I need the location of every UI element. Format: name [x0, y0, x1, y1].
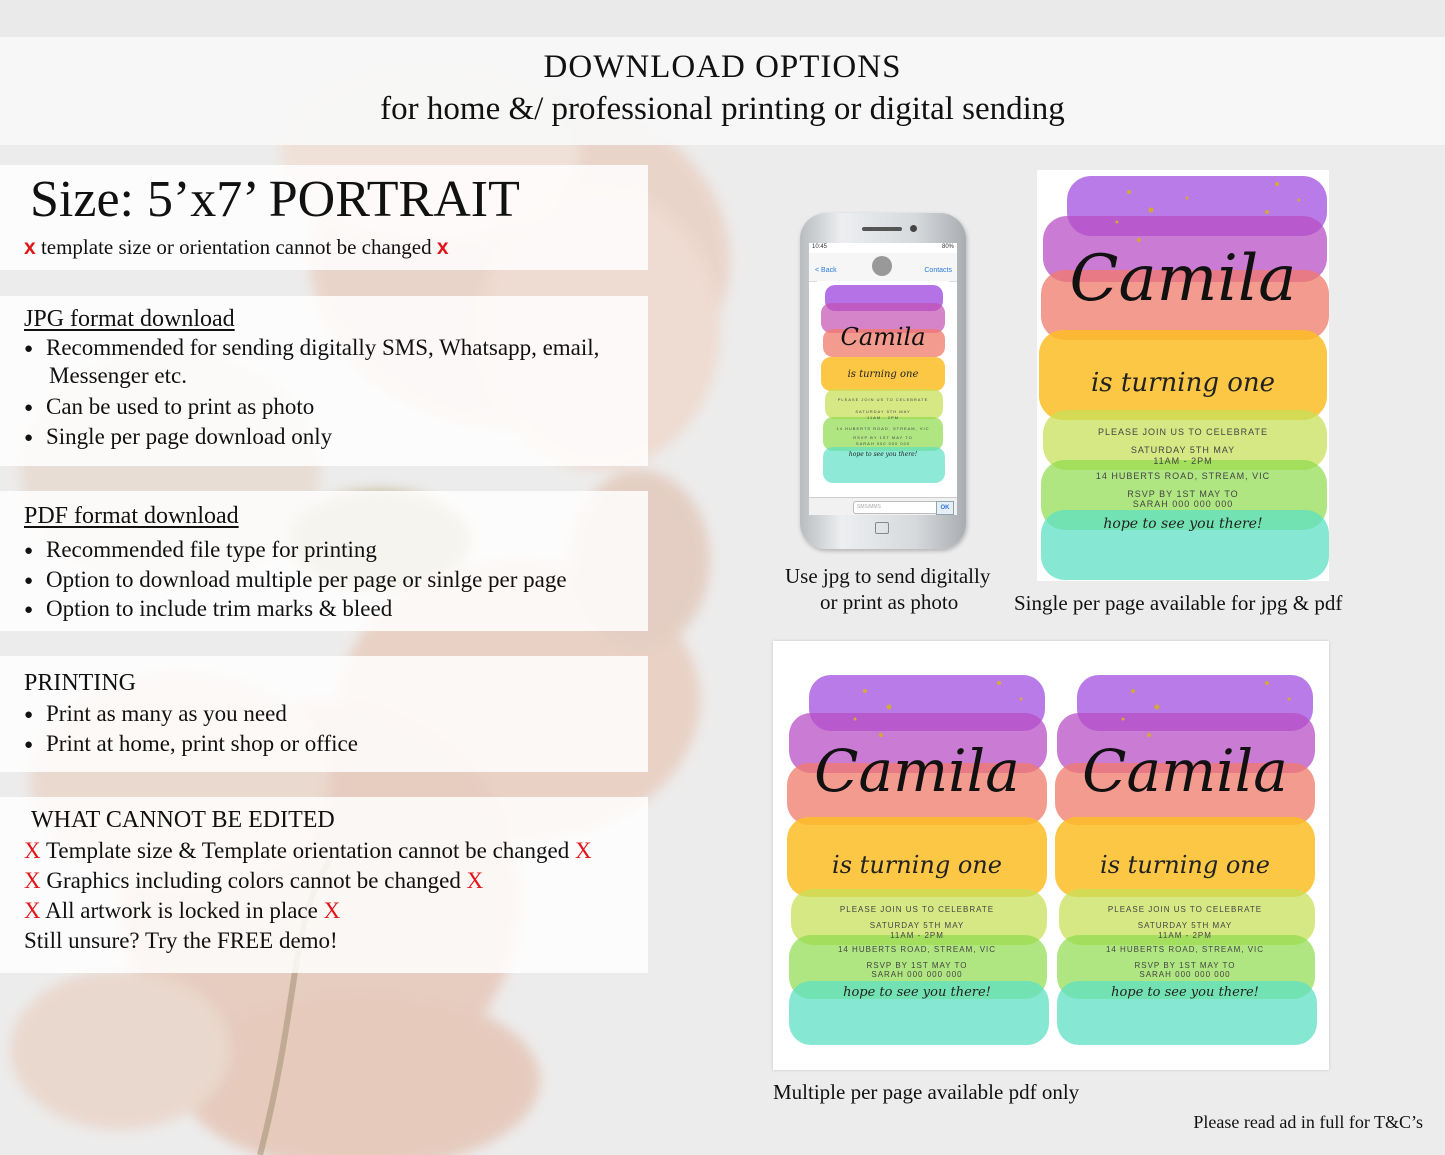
bullet-icon: ● — [24, 430, 34, 446]
list-item: ● Print as many as you need — [24, 699, 287, 730]
home-button-icon — [875, 522, 889, 534]
top-stripe — [0, 0, 1445, 37]
list-item: X Graphics including colors cannot be changed X — [24, 868, 484, 893]
invite-rsvp: RSVP BY 1ST MAY TO — [866, 961, 968, 970]
invite-time: 11AM - 2PM — [1153, 456, 1213, 466]
invite-date: SATURDAY 5TH MAY — [855, 409, 911, 414]
jpg-panel — [0, 296, 648, 466]
multi-invitation-right — [1053, 671, 1317, 1045]
pdf-panel — [0, 491, 648, 631]
page-title: DOWNLOAD OPTIONS — [543, 49, 902, 85]
invite-rsvp-contact: SARAH 000 000 000 — [871, 970, 963, 979]
phone-status-bar — [809, 243, 957, 253]
invite-signoff: hope to see you there! — [848, 451, 918, 458]
list-item: X All artwork is locked in place X — [24, 898, 341, 923]
invite-name: Camila — [1082, 737, 1288, 805]
list-item: ● Option to include trim marks & bleed — [24, 594, 392, 625]
multi-page-sheet — [773, 641, 1329, 1070]
red-x-icon: X — [24, 868, 41, 893]
invite-signoff: hope to see you there! — [1111, 985, 1259, 1000]
invite-name: Camila — [1069, 242, 1297, 316]
cannot-edit-title: WHAT CANNOT BE EDITED — [31, 807, 335, 833]
invite-join: PLEASE JOIN US TO CELEBRATE — [1097, 427, 1269, 437]
printing-panel — [0, 656, 648, 772]
invite-time: 11AM - 2PM — [867, 415, 899, 420]
invite-subtitle: is turning one — [1100, 851, 1270, 879]
contact-avatar-icon — [872, 256, 892, 276]
back-link[interactable]: < Back — [815, 267, 837, 274]
size-note-text: template size or orientation cannot be changed — [40, 235, 432, 259]
invite-subtitle: is turning one — [832, 851, 1002, 879]
watercolor-stripes-graphic — [817, 281, 949, 493]
invite-join: PLEASE JOIN US TO CELEBRATE — [1107, 905, 1263, 914]
bullet-icon: ● — [24, 707, 34, 723]
bullet-icon: ● — [24, 543, 34, 559]
invite-subtitle: is turning one — [847, 369, 919, 380]
invite-rsvp-contact: SARAH 000 000 000 — [1139, 970, 1231, 979]
invite-address: 14 HUBERTS ROAD, STREAM, VIC — [1105, 945, 1265, 954]
invite-address: 14 HUBERTS ROAD, STREAM, VIC — [836, 426, 930, 431]
sms-input[interactable]: SMS/MMS — [853, 501, 938, 514]
status-time: 10:45 — [812, 244, 828, 250]
list-item: X Template size & Template orientation cannot be changed X — [24, 838, 592, 863]
invite-date: SATURDAY 5TH MAY — [869, 921, 965, 930]
red-x-icon: X — [323, 898, 341, 923]
list-item: ● Print at home, print shop or office — [24, 729, 358, 760]
red-x-icon: X — [24, 838, 41, 863]
single-invitation — [1037, 170, 1329, 581]
pdf-title: PDF format download — [24, 503, 239, 529]
invite-address: 14 HUBERTS ROAD, STREAM, VIC — [1095, 471, 1271, 481]
status-battery: 80% — [941, 244, 954, 250]
cannot-edit-panel — [0, 797, 648, 973]
list-item-continuation: Messenger etc. — [49, 363, 187, 388]
invite-rsvp: RSVP BY 1ST MAY TO — [1134, 961, 1236, 970]
phone-speaker — [862, 227, 902, 231]
invite-date: SATURDAY 5TH MAY — [1130, 445, 1236, 455]
invite-name: Camila — [814, 737, 1020, 805]
page-subtitle: for home &/ professional printing or digital sending — [380, 91, 1065, 127]
invite-join: PLEASE JOIN US TO CELEBRATE — [839, 905, 995, 914]
sms-input-bar — [809, 497, 957, 515]
phone-screen — [809, 243, 957, 515]
list-item: ● Can be used to print as photo — [24, 392, 314, 423]
red-x-icon: X — [574, 838, 592, 863]
bullet-icon: ● — [24, 341, 34, 357]
red-x-icon: X — [466, 868, 484, 893]
phone-caption-line-1: Use jpg to send digitally — [785, 564, 991, 588]
invite-rsvp-contact: SARAH 000 000 000 — [1132, 499, 1234, 509]
list-item: ● Single per page download only — [24, 422, 332, 453]
size-note — [24, 235, 449, 260]
phone-invitation-preview — [817, 281, 949, 493]
red-x-icon: X — [24, 898, 41, 923]
phone-home-buttons — [800, 519, 966, 537]
jpg-title: JPG format download — [24, 306, 235, 332]
footer-note: Please read ad in full for T&C’s — [1193, 1112, 1423, 1132]
red-x-icon: x — [436, 236, 449, 259]
invite-date: SATURDAY 5TH MAY — [1137, 921, 1233, 930]
invite-address: 14 HUBERTS ROAD, STREAM, VIC — [837, 945, 997, 954]
bullet-icon: ● — [24, 737, 34, 753]
list-item: ● Recommended for sending digitally SMS, Whatsapp, email, — [24, 333, 599, 364]
invite-rsvp-contact: SARAH 000 000 000 — [855, 441, 911, 446]
multi-invitation-left — [785, 671, 1049, 1045]
multiple-caption: Multiple per page available pdf only — [773, 1080, 1080, 1104]
invite-signoff: hope to see you there! — [843, 985, 991, 1000]
phone-camera — [910, 225, 917, 232]
list-item: ● Option to download multiple per page or sinlge per page — [24, 565, 567, 596]
invite-rsvp: RSVP BY 1ST MAY TO — [1127, 489, 1239, 499]
printing-title: PRINTING — [24, 670, 136, 696]
single-caption: Single per page available for jpg & pdf — [1014, 591, 1343, 615]
list-item: ● Recommended file type for printing — [24, 535, 377, 566]
bullet-icon: ● — [24, 602, 34, 618]
bullet-icon: ● — [24, 400, 34, 416]
phone-caption-line-2: or print as photo — [820, 590, 959, 614]
size-title: Size: 5’x7’ PORTRAIT — [30, 171, 520, 228]
phone-nav-bar — [809, 253, 957, 282]
invite-signoff: hope to see you there! — [1103, 516, 1263, 532]
invite-time: 11AM - 2PM — [890, 931, 944, 940]
invite-name: Camila — [840, 323, 926, 351]
bullet-icon: ● — [24, 573, 34, 589]
invite-subtitle: is turning one — [1090, 368, 1276, 398]
page-header — [0, 37, 1445, 145]
invite-rsvp: RSVP BY 1ST MAY TO — [853, 435, 913, 440]
contacts-link[interactable]: Contacts — [924, 267, 952, 274]
phone-mockup — [800, 213, 966, 549]
list-item: Still unsure? Try the FREE demo! — [24, 928, 338, 953]
invite-join: PLEASE JOIN US TO CELEBRATE — [837, 397, 929, 402]
invite-time: 11AM - 2PM — [1158, 931, 1212, 940]
sms-ok-button[interactable]: OK — [936, 501, 954, 515]
size-panel — [0, 165, 648, 270]
red-x-icon: x — [24, 236, 36, 259]
